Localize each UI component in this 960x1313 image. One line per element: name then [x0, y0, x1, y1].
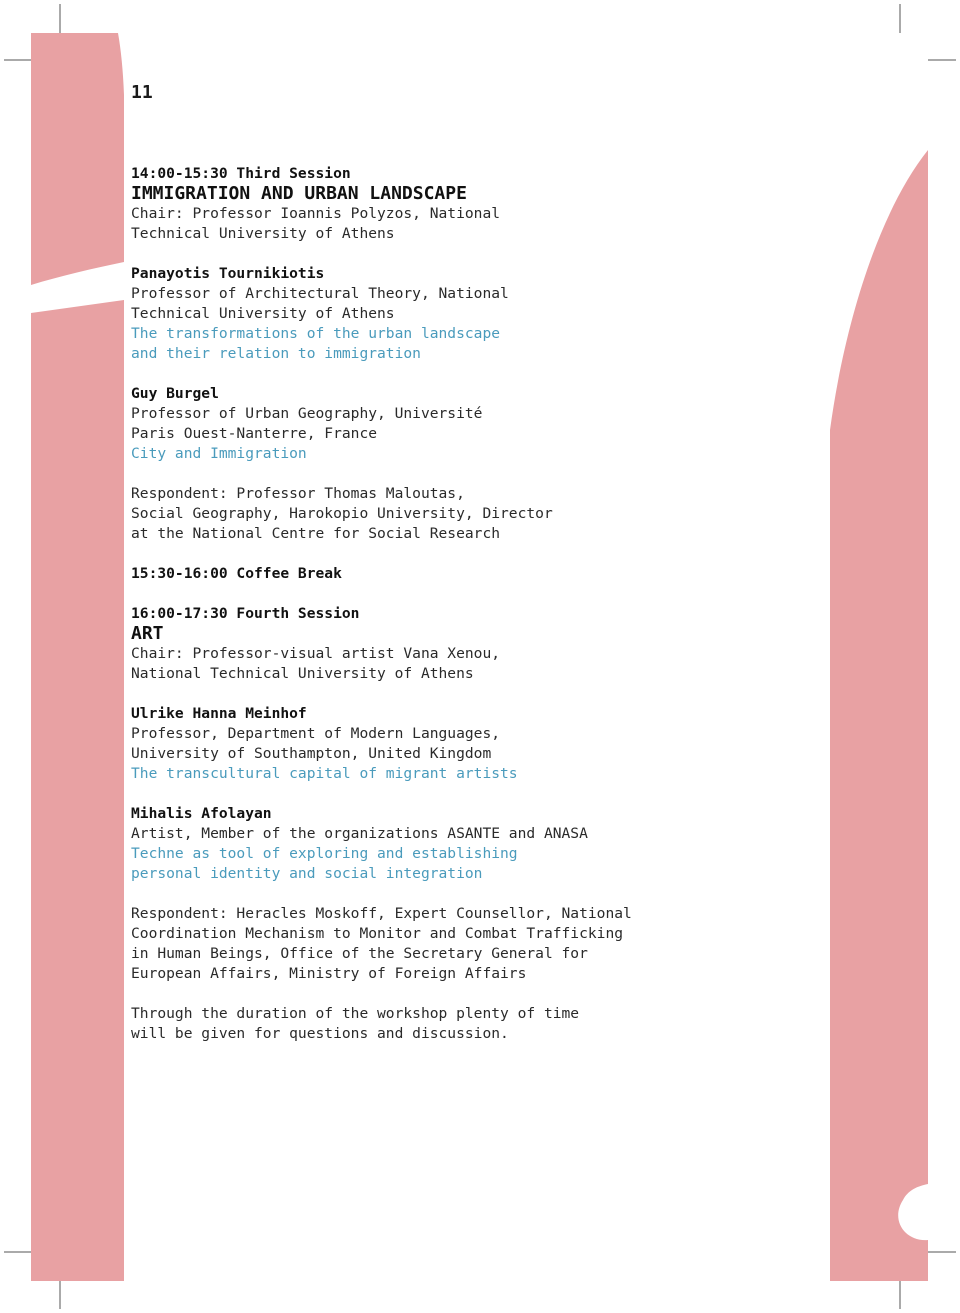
right-decorative-silhouette: [830, 150, 928, 1281]
respondent-entry: [131, 904, 771, 984]
respondent-line: Respondent: Heracles Moskoff, Expert Counsellor, National: [131, 905, 632, 922]
closing-note: [131, 1004, 771, 1044]
speaker-affiliation: Professor, Department of Modern Languages,: [131, 725, 501, 742]
closing-note-line: Through the duration of the workshop plenty of time: [131, 1005, 580, 1022]
talk-title: The transcultural capital of migrant artists: [131, 765, 518, 782]
coffee-break: [131, 564, 771, 584]
page-number: 11: [131, 82, 153, 103]
closing-note-line: will be given for questions and discussion.: [131, 1025, 509, 1042]
respondent-line: in Human Beings, Office of the Secretary General for: [131, 945, 588, 962]
talk-title: The transformations of the urban landscape: [131, 325, 501, 342]
speaker-entry: [131, 804, 771, 884]
session-time: 16:00-17:30 Fourth Session: [131, 605, 360, 622]
respondent-line: European Affairs, Ministry of Foreign Affairs: [131, 965, 527, 982]
coffee-break-label: 15:30-16:00 Coffee Break: [131, 565, 342, 582]
third-session-header: [131, 164, 771, 244]
respondent-entry: [131, 484, 771, 544]
speaker-name: Guy Burgel: [131, 385, 219, 402]
speaker-entry: [131, 704, 771, 784]
speaker-affiliation: Professor of Urban Geography, Université: [131, 405, 483, 422]
speaker-entry: [131, 264, 771, 364]
talk-title: Techne as tool of exploring and establishing: [131, 845, 518, 862]
speaker-name: Panayotis Tournikiotis: [131, 265, 325, 282]
session-time: 14:00-15:30 Third Session: [131, 165, 351, 182]
session-chair: Chair: Professor-visual artist Vana Xenou,: [131, 645, 501, 662]
fourth-session-header: [131, 604, 771, 684]
respondent-line: Coordination Mechanism to Monitor and Combat Trafficking: [131, 925, 624, 942]
program-content: [131, 164, 771, 1064]
session-chair: Chair: Professor Ioannis Polyzos, National: [131, 205, 501, 222]
left-decorative-band-lower: [31, 300, 124, 1281]
session-title: IMMIGRATION AND URBAN LANDSCAPE: [131, 183, 467, 204]
session-chair: Technical University of Athens: [131, 225, 395, 242]
session-chair: National Technical University of Athens: [131, 665, 474, 682]
talk-title: and their relation to immigration: [131, 345, 421, 362]
speaker-affiliation: Professor of Architectural Theory, National: [131, 285, 509, 302]
speaker-affiliation: Technical University of Athens: [131, 305, 395, 322]
speaker-affiliation: Artist, Member of the organizations ASANTE and ANASA: [131, 825, 588, 842]
respondent-line: Respondent: Professor Thomas Maloutas,: [131, 485, 465, 502]
speaker-affiliation: Paris Ouest-Nanterre, France: [131, 425, 378, 442]
respondent-line: Social Geography, Harokopio University, Director: [131, 505, 553, 522]
left-decorative-band: [31, 33, 124, 285]
talk-title: City and Immigration: [131, 445, 307, 462]
speaker-name: Mihalis Afolayan: [131, 805, 272, 822]
respondent-line: at the National Centre for Social Research: [131, 525, 501, 542]
speaker-entry: [131, 384, 771, 464]
session-title: ART: [131, 623, 164, 644]
talk-title: personal identity and social integration: [131, 865, 483, 882]
speaker-name: Ulrike Hanna Meinhof: [131, 705, 307, 722]
speaker-affiliation: University of Southampton, United Kingdom: [131, 745, 492, 762]
